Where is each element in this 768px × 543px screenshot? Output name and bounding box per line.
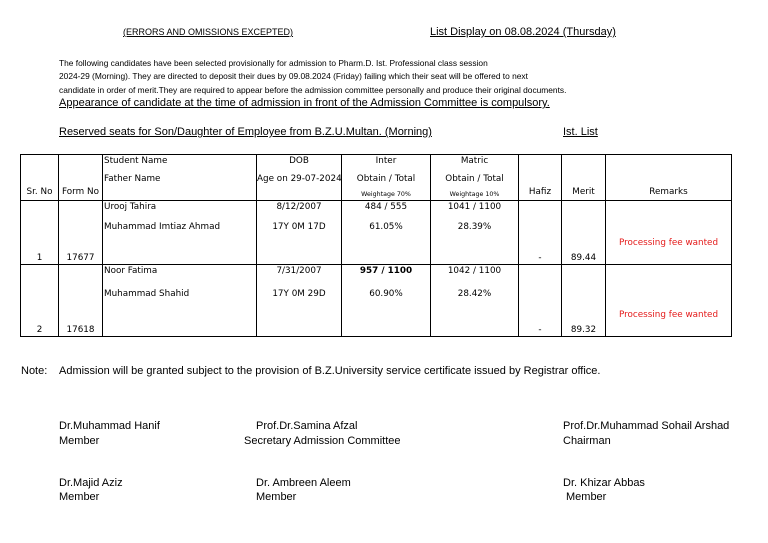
header-matric-obtain-total: Obtain / Total <box>445 174 504 184</box>
merit-list-table <box>20 154 732 337</box>
header-matric-weightage: Weightage 10% <box>449 191 500 198</box>
signatory-role: Member <box>59 435 100 447</box>
row-hafiz: - <box>538 253 542 263</box>
header-matric: Matric <box>460 156 489 166</box>
row-matric-marks: 1041 / 1100 <box>447 202 502 212</box>
row-dob: 8/12/2007 <box>276 202 322 212</box>
row-remarks: Processing fee wanted <box>618 238 719 248</box>
header-inter: Inter <box>375 156 397 166</box>
signatory-name: Dr.Muhammad Hanif <box>59 420 160 432</box>
row-inter-percentage: 61.05% <box>369 222 403 232</box>
row-remarks: Processing fee wanted <box>618 310 719 320</box>
row-age: 17Y 0M 17D <box>272 222 326 232</box>
intro-line-1: The following candidates have been selected provisionally for admission to Pharm.D. Ist. Professional class session <box>59 58 488 68</box>
table-row <box>21 265 732 337</box>
signatory-role: Member <box>256 491 297 503</box>
row-student-name: Noor Fatima <box>104 266 158 276</box>
row-dob: 7/31/2007 <box>276 266 322 276</box>
header-sr-no: Sr. No <box>26 187 53 197</box>
note-label: Note: <box>21 365 48 377</box>
row-matric-percentage: 28.42% <box>457 289 492 299</box>
appearance-notice: Appearance of candidate at the time of admission in front of the Admission Committee is compulsory. <box>59 97 550 109</box>
row-student-name: Urooj Tahira <box>104 202 157 212</box>
header-inter-obtain-total: Obtain / Total <box>356 174 416 184</box>
intro-line-2: 2024-29 (Morning). They are directed to deposit their dues by 09.08.2024 (Friday) failing which their seat will be offered to next <box>59 71 528 81</box>
header-merit: Merit <box>572 187 595 197</box>
row-age: 17Y 0M 29D <box>272 289 326 299</box>
table-row <box>21 201 732 265</box>
row-merit: 89.44 <box>570 253 597 263</box>
intro-line-3: candidate in order of merit.They are required to appear before the admission committee personally and produce their original documents. <box>59 85 567 95</box>
row-hafiz: - <box>538 325 542 335</box>
row-form-no: 17677 <box>66 253 95 263</box>
signatory-name: Prof.Dr.Samina Afzal <box>256 420 358 432</box>
signatory-name: Dr. Khizar Abbas <box>563 477 645 489</box>
signatory-role: Member <box>566 491 607 503</box>
signatory-name: Dr.Majid Aziz <box>59 477 123 489</box>
row-inter-percentage: 60.90% <box>369 289 403 299</box>
list-label: Ist. List <box>563 126 598 138</box>
header-remarks: Remarks <box>649 187 688 197</box>
row-form-no: 17618 <box>66 325 95 335</box>
row-father-name: Muhammad Shahid <box>104 289 190 299</box>
list-display-date: List Display on 08.08.2024 (Thursday) <box>430 26 616 38</box>
header-dob: DOB <box>289 156 309 166</box>
row-sr-no: 2 <box>36 325 43 335</box>
row-matric-marks: 1042 / 1100 <box>447 266 502 276</box>
signatory-role: Chairman <box>563 435 611 447</box>
row-inter-marks: 484 / 555 <box>364 202 408 212</box>
row-inter-marks: 957 / 1100 <box>359 266 413 276</box>
header-father-name: Father Name <box>104 174 161 184</box>
signatory-role: Secretary Admission Committee <box>244 435 401 447</box>
row-matric-percentage: 28.39% <box>457 222 492 232</box>
note-text: Admission will be granted subject to the provision of B.Z.University service certificate issued by Registrar office. <box>59 365 601 377</box>
row-merit: 89.32 <box>570 325 597 335</box>
header-hafiz: Hafiz <box>528 187 552 197</box>
errors-omissions-note: (ERRORS AND OMISSIONS EXCEPTED) <box>123 27 294 37</box>
signatory-role: Member <box>59 491 100 503</box>
header-inter-weightage: Weightage 70% <box>361 191 411 198</box>
header-student-name: Student Name <box>104 156 168 166</box>
row-sr-no: 1 <box>36 253 43 263</box>
header-age-on: Age on 29-07-2024 <box>257 174 342 184</box>
table-header-row <box>21 155 732 201</box>
row-father-name: Muhammad Imtiaz Ahmad <box>104 222 221 232</box>
signatory-name: Prof.Dr.Muhammad Sohail Arshad <box>563 420 730 432</box>
header-form-no: Form No <box>62 187 99 197</box>
signatory-name: Dr. Ambreen Aleem <box>256 477 351 489</box>
reserved-seats-title: Reserved seats for Son/Daughter of Employee from B.Z.U.Multan. (Morning) <box>59 126 432 138</box>
